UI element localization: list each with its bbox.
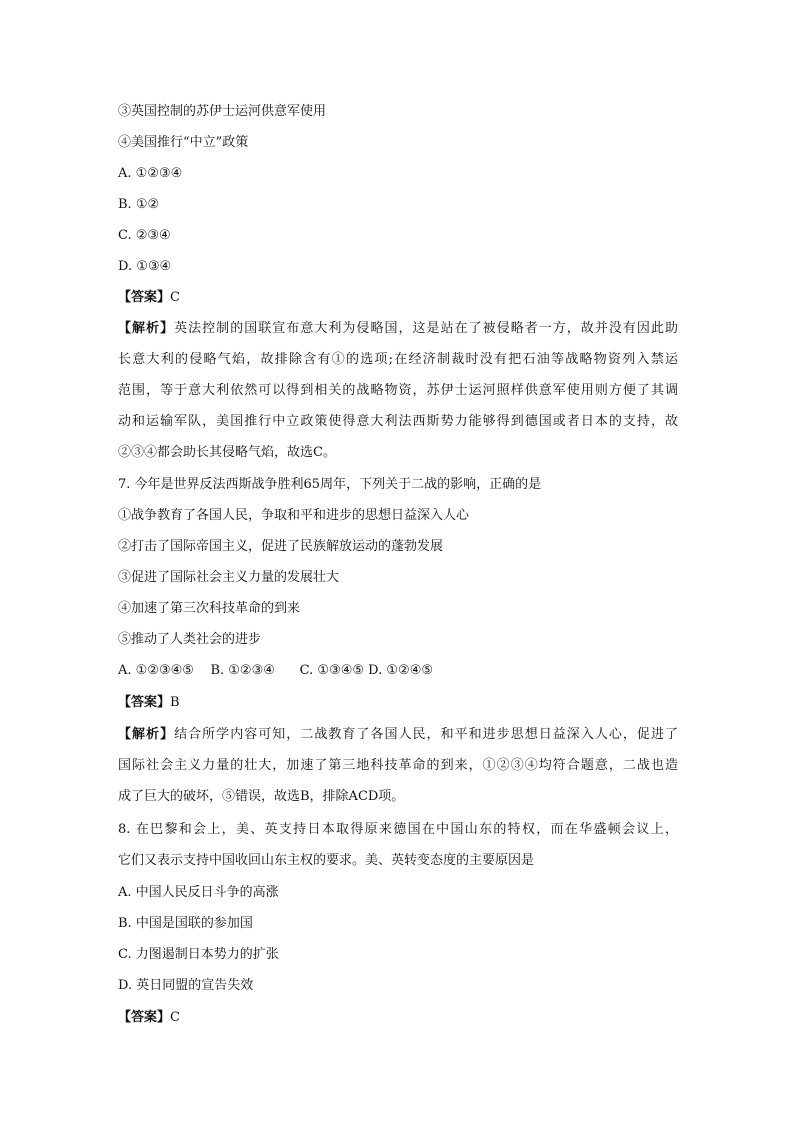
question-8: 8. 在巴黎和会上，美、英支持日本取得原来德国在中国山东的特权，而在华盛顿会议上， — [118, 822, 678, 837]
analysis-text-line: 动和运输军队，美国推行中立政策使得意大利法西斯势力能够得到德国或者日本的支持，故 — [118, 414, 678, 429]
choice-a: A. ①②③④ — [118, 166, 183, 181]
analysis-label: 【解析】 — [118, 727, 175, 742]
analysis-text-line: 国际社会主义力量的壮大，加速了第三地科技革命的到来，①②③④均符合题意，二战也造 — [118, 758, 678, 773]
answer-label: 【答案】 — [118, 1010, 171, 1025]
q7-statement: ③促进了国际社会主义力量的发展壮大 — [118, 570, 340, 585]
option-4: ④美国推行“中立”政策 — [118, 135, 249, 150]
choice-b: B. ①② — [118, 197, 160, 212]
answer-value: B — [170, 695, 180, 710]
analysis-text: 英法控制的国联宣布意大利为侵略国，这是站在了被侵略者一方，故并没有因此助 — [174, 321, 678, 336]
answer-value: C — [170, 1010, 180, 1025]
answer-label: 【答案】 — [118, 290, 171, 305]
analysis-text: 结合所学内容可知，二战教育了各国人民，和平和进步思想日益深入人心，促进了 — [174, 727, 678, 742]
question-7: 7. 今年是世界反法西斯战争胜利65周年，下列关于二战的影响，正确的是 — [118, 477, 542, 492]
q8-choice-b: B. 中国是国联的参加国 — [118, 916, 253, 931]
choice-c: C. ②③④ — [118, 228, 171, 243]
option-3: ③英国控制的苏伊士运河供意军使用 — [118, 104, 327, 119]
analysis-text-line: 长意大利的侵略气焰，故排除含有①的选项;在经济制裁时没有把石油等战略物资列入禁运 — [118, 352, 678, 367]
q7-choices: A. ①②③④⑤ B. ①②③④ C. ①③④⑤ D. ①②④⑤ — [118, 663, 434, 678]
analysis-text-line: 范围，等于意大利依然可以得到相关的战略物资，苏伊士运河照样供意军使用则方便了其调 — [118, 383, 678, 398]
q8-choice-d: D. 英日同盟的宣告失效 — [118, 978, 254, 993]
q7-statement: ⑤推动了人类社会的进步 — [118, 632, 262, 647]
answer-line — [118, 695, 678, 711]
analysis-text-line: ②③④都会助长其侵略气焰，故选C。 — [118, 445, 336, 460]
answer-line — [118, 1010, 678, 1026]
analysis-text-line: 成了巨大的破坏，⑤错误，故选B，排除ACD项。 — [118, 789, 405, 804]
answer-value: C — [170, 290, 180, 305]
analysis-line — [118, 727, 678, 743]
answer-label: 【答案】 — [118, 695, 171, 710]
q7-statement: ④加速了第三次科技革命的到来 — [118, 601, 301, 616]
choice-d: D. ①③④ — [118, 259, 172, 274]
analysis-line — [118, 321, 678, 337]
question-8-cont: 它们又表示支持中国收回山东主权的要求。美、英转变态度的主要原因是 — [118, 853, 535, 868]
q7-statement: ②打击了国际帝国主义，促进了民族解放运动的蓬勃发展 — [118, 539, 444, 554]
q8-choice-a: A. 中国人民反日斗争的高涨 — [118, 885, 279, 900]
q7-statement: ①战争教育了各国人民，争取和平和进步的思想日益深入人心 — [118, 508, 470, 523]
analysis-label: 【解析】 — [118, 321, 175, 336]
q8-choice-c: C. 力图遏制日本势力的扩张 — [118, 947, 279, 962]
answer-line — [118, 290, 678, 306]
